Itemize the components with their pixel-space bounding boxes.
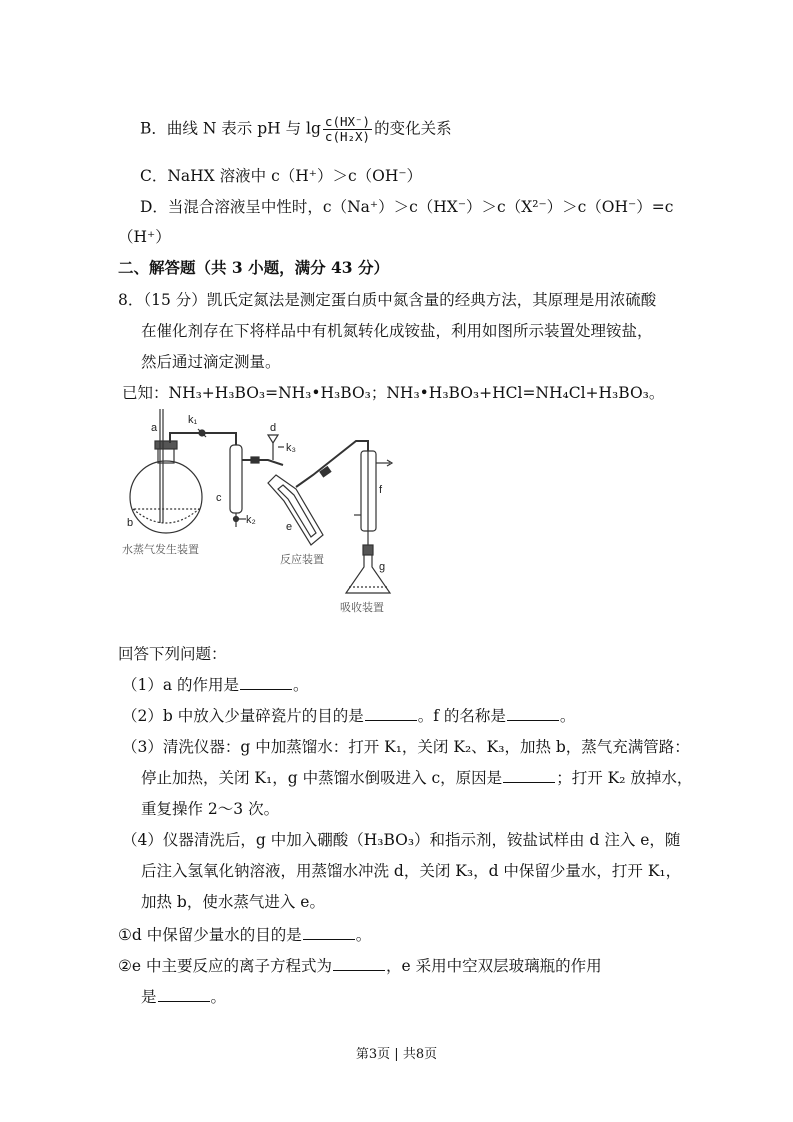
answer-blank[interactable] [507,706,559,721]
question8-line3: 然后通过滴定测量。 [141,353,281,371]
question8-known: 已知：NH₃+H₃BO₃=NH₃•H₃BO₃；NH₃•H₃BO₃+HCl=NH₄Cl+H₃BO₃。 [122,384,665,402]
option-b-fraction [323,115,372,144]
q4-line2: 后注入氢氧化钠溶液，用蒸馏水冲洗 d，关闭 K₃，d 中保留少量水，打开 K₁， [141,862,682,880]
sub2-l2-text: 是 [141,988,157,1006]
option-b-prefix: B．曲线 N 表示 pH 与 lg [140,119,321,138]
answer-blank[interactable] [503,768,555,783]
label-f: f [379,484,383,496]
fraction-denominator: c(H₂X) [324,129,371,144]
q1-text: （1）a 的作用是 [122,676,240,694]
question8-line2: 在催化剂存在下将样品中有机氮转化成铵盐，利用如图所示装置处理铵盐， [141,322,653,340]
page-footer: 第3页 | 共8页 [355,1047,438,1062]
label-k1: k₁ [188,414,198,426]
apparatus-diagram [118,405,408,620]
option-b [140,115,452,144]
q1 [122,675,309,695]
sub2-l2-end: 。 [210,988,227,1006]
condenser-f [354,451,392,545]
label-c: c [216,492,222,504]
q4-line1: （4）仪器清洗后，g 中加入硼酸（H₃BO₃）和指示剂，铵盐试样由 d 注入 e，随 [122,831,681,849]
option-b-suffix: 的变化关系 [374,119,452,138]
sub1-end: 。 [355,926,372,944]
sub2-line2 [141,987,226,1007]
caption-absorb: 吸收装置 [340,602,384,614]
sub2-line1 [118,956,602,976]
answer-blank[interactable] [365,706,417,721]
q4-line3: 加热 b，使水蒸气进入 e。 [141,893,325,911]
label-k2: k₂ [246,514,256,526]
sub1-text: ①d 中保留少量水的目的是 [118,926,302,944]
q3-end: ；打开 K₂ 放掉水， [556,769,693,787]
sub2-mid: ，e 采用中空双层玻璃瓶的作用 [386,957,602,975]
answer-blank[interactable] [333,956,385,971]
fraction-numerator: c(HX⁻) [324,114,371,129]
label-k3: k₃ [286,442,296,454]
q1-end: 。 [293,676,309,694]
caption-steam: 水蒸气发生装置 [122,544,199,556]
q3-line3: 重复操作 2～3 次。 [141,800,280,818]
sub2-text: ②e 中主要反应的离子方程式为 [118,957,332,975]
option-c: C．NaHX 溶液中 c（H⁺）＞c（OH⁻） [140,167,423,185]
label-d: d [270,422,277,434]
reaction-flask-e [268,475,323,545]
answer-intro: 回答下列问题： [118,645,227,663]
funnel-d [268,435,284,460]
q3-line1: （3）清洗仪器：g 中加蒸馏水：打开 K₁，关闭 K₂、K₃，加热 b，蒸气充满管路： [122,738,690,756]
option-d-line1: D．当混合溶液呈中性时，c（Na⁺）＞c（HX⁻）＞c（X²⁻）＞c（OH⁻）=c [140,198,674,216]
q2-mid: 。f 的名称是 [417,707,506,725]
label-a: a [151,422,158,434]
q3-line2 [141,768,692,788]
answer-blank[interactable] [240,675,292,690]
answer-blank[interactable] [303,925,355,940]
q2 [122,706,575,726]
answer-blank[interactable] [158,987,210,1002]
label-b: b [127,517,134,529]
tube-c [230,445,246,527]
q2-text: （2）b 中放入少量碎瓷片的目的是 [122,707,364,725]
sub1 [118,925,371,945]
question8-line1: 8．（15 分）凯氏定氮法是测定蛋白质中氮含量的经典方法，其原理是用浓硫酸 [118,291,657,309]
label-e: e [286,521,293,533]
option-d-line2: （H⁺） [118,228,171,246]
q2-end: 。 [559,707,576,725]
section-title: 二、解答题（共 3 小题，满分 43 分） [118,258,389,277]
q3-text: 停止加热，关闭 K₁，g 中蒸馏水倒吸进入 c，原因是 [141,769,503,787]
caption-reaction: 反应装置 [280,554,324,566]
label-g: g [379,561,386,573]
stopcock-k1 [198,429,206,437]
